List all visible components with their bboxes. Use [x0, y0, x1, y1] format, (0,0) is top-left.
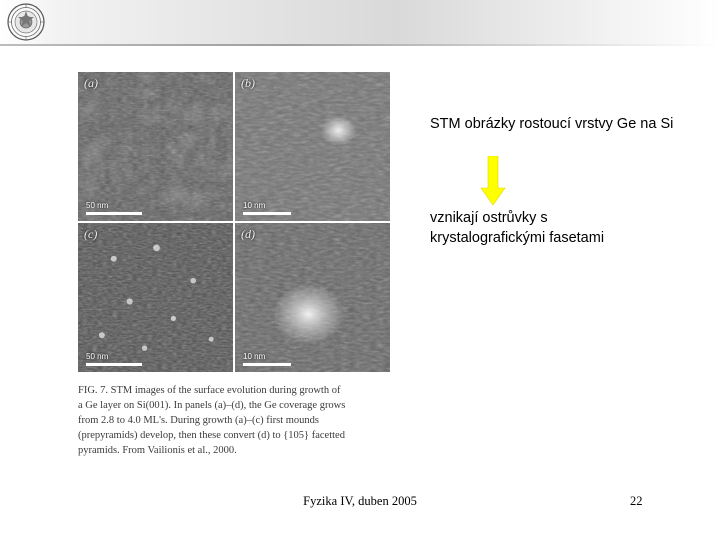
university-seal-icon [6, 2, 46, 42]
figure-caption [78, 384, 388, 459]
subtext-line-1: vznikají ostrůvky s [430, 210, 548, 226]
panel-scale-line-d [243, 363, 291, 366]
caption-line: from 2.8 to 4.0 ML's. During growth (a)–(c) first mounds [78, 414, 320, 426]
panel-label-b: (b) [241, 76, 255, 90]
panel-scale-line-c [86, 363, 142, 366]
panel-scalebar-a [86, 202, 142, 215]
panel-scalebar-c [86, 353, 142, 366]
caption-line: FIG. 7. STM images of the surface evolution during growth of [78, 385, 341, 396]
stm-figure [78, 72, 390, 459]
caption-line: a Ge layer on Si(001). In panels (a)–(d), the Ge coverage grows [78, 399, 346, 411]
stm-panel-b [235, 72, 390, 221]
panel-label-d: (d) [241, 227, 255, 241]
stm-panel-c [78, 223, 233, 372]
caption-line: (prepyramids) develop, then these convert (d) to {105} facetted [78, 429, 345, 441]
panel-scale-line-a [86, 212, 142, 215]
subtext-line-2: krystalografickými fasetami [430, 229, 605, 246]
slide-header-band [0, 0, 720, 44]
stm-panel-a [78, 72, 233, 221]
slide-headline: STM obrázky rostoucí vrstvy Ge na Si [430, 116, 674, 132]
panel-scalebar-b [243, 202, 291, 215]
down-arrow-icon [480, 156, 506, 206]
slide-page-number: 22 [630, 494, 643, 508]
panel-scale-text-d: 10 nm [243, 352, 266, 361]
panel-scale-line-b [243, 212, 291, 215]
slide-footer-text: Fyzika IV, duben 2005 [303, 494, 417, 508]
panel-label-a: (a) [84, 76, 98, 90]
panel-label-c: (c) [84, 227, 98, 241]
panel-scale-text-a: 50 nm [86, 201, 109, 210]
stm-panel-grid [78, 72, 390, 372]
panel-scale-text-c: 50 nm [86, 352, 109, 361]
panel-scale-text-b: 10 nm [243, 201, 266, 210]
slide-header-rule [0, 44, 720, 46]
caption-line: pyramids. From Vailionis et al., 2000. [78, 444, 237, 456]
panel-scalebar-d [243, 353, 291, 366]
stm-panel-d [235, 223, 390, 372]
slide-subtext [430, 209, 680, 248]
